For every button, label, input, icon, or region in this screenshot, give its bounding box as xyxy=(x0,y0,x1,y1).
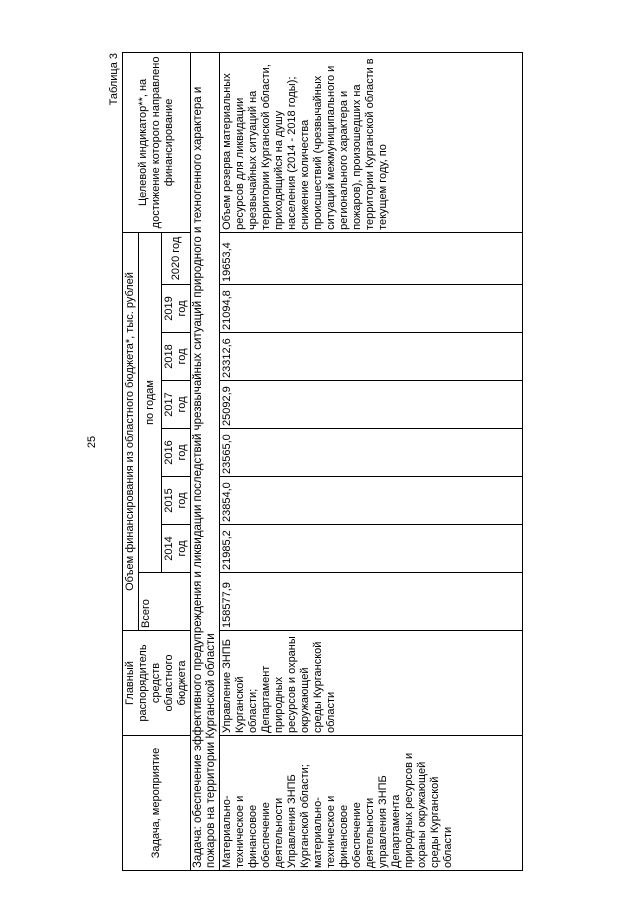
task-description: Задача: обеспечение эффективного предупреждения и ликвидации последствий чрезвычайных ситуаций природного и техногенного характера и пожаров на территории Курганской области xyxy=(191,52,220,870)
header-year: 2014 год xyxy=(162,525,191,573)
year-value-cell: 21094,8 xyxy=(220,285,523,333)
table-label: Таблица 3 xyxy=(108,53,120,106)
manager-cell: Управление ЗНПБ Курганской области; Департамент природных ресурсов и охраны окружающей среды Курганской области xyxy=(220,631,523,736)
indicator-cell: Объем резерва материальных ресурсов для ликвидации чрезвычайных ситуаций на территории Курганской области, приходящийся на душу населения (2014 - 2018 годы); снижение количества происшествий (чрезвычайных ситуаций межмуниципального и регионального характера и пожаров), произошедших на территории Курганской области в текущем году, по xyxy=(220,52,523,232)
header-total: Всего xyxy=(139,573,191,631)
header-year: 2015 год xyxy=(162,477,191,525)
year-value-cell: 25092,9 xyxy=(220,381,523,429)
data-row xyxy=(220,52,523,870)
header-indicator: Целевой индикатор**, на достижение которого направлено финансирование xyxy=(123,52,191,232)
header-year: 2018 год xyxy=(162,333,191,381)
year-value-cell: 19653,4 xyxy=(220,232,523,284)
task-row xyxy=(191,52,220,870)
header-year: 2019 год xyxy=(162,285,191,333)
header-year: 2017 год xyxy=(162,381,191,429)
year-value-cell: 23312,6 xyxy=(220,333,523,381)
header-year: 2016 год xyxy=(162,429,191,477)
total-cell: 158577,9 xyxy=(220,573,523,631)
measure-cell: Материально-техническое и финансовое обеспечение деятельности Управления ЗНПБ Курганской области; материально-техническое и финансовое обеспечение деятельности управления ЗНПБ Департамента природных ресурсов и охраны окружающей среды Курганской области xyxy=(220,736,523,871)
page-number: 25 xyxy=(86,435,99,449)
year-value-cell: 23565,0 xyxy=(220,429,523,477)
rotated-page-content xyxy=(108,51,613,871)
header-by-years: по годам xyxy=(139,232,162,572)
year-value-cell: 21985,2 xyxy=(220,525,523,573)
header-row-1 xyxy=(123,52,139,870)
header-funding: Объем финансирования из областного бюджета*, тыс. рублей xyxy=(123,232,139,630)
header-manager: Главный распорядитель средств областного бюджета xyxy=(123,631,191,736)
header-year: 2020 год xyxy=(162,232,191,284)
year-value-cell: 23854,0 xyxy=(220,477,523,525)
financing-table xyxy=(122,52,523,871)
header-task: Задача, мероприятие xyxy=(123,736,191,871)
